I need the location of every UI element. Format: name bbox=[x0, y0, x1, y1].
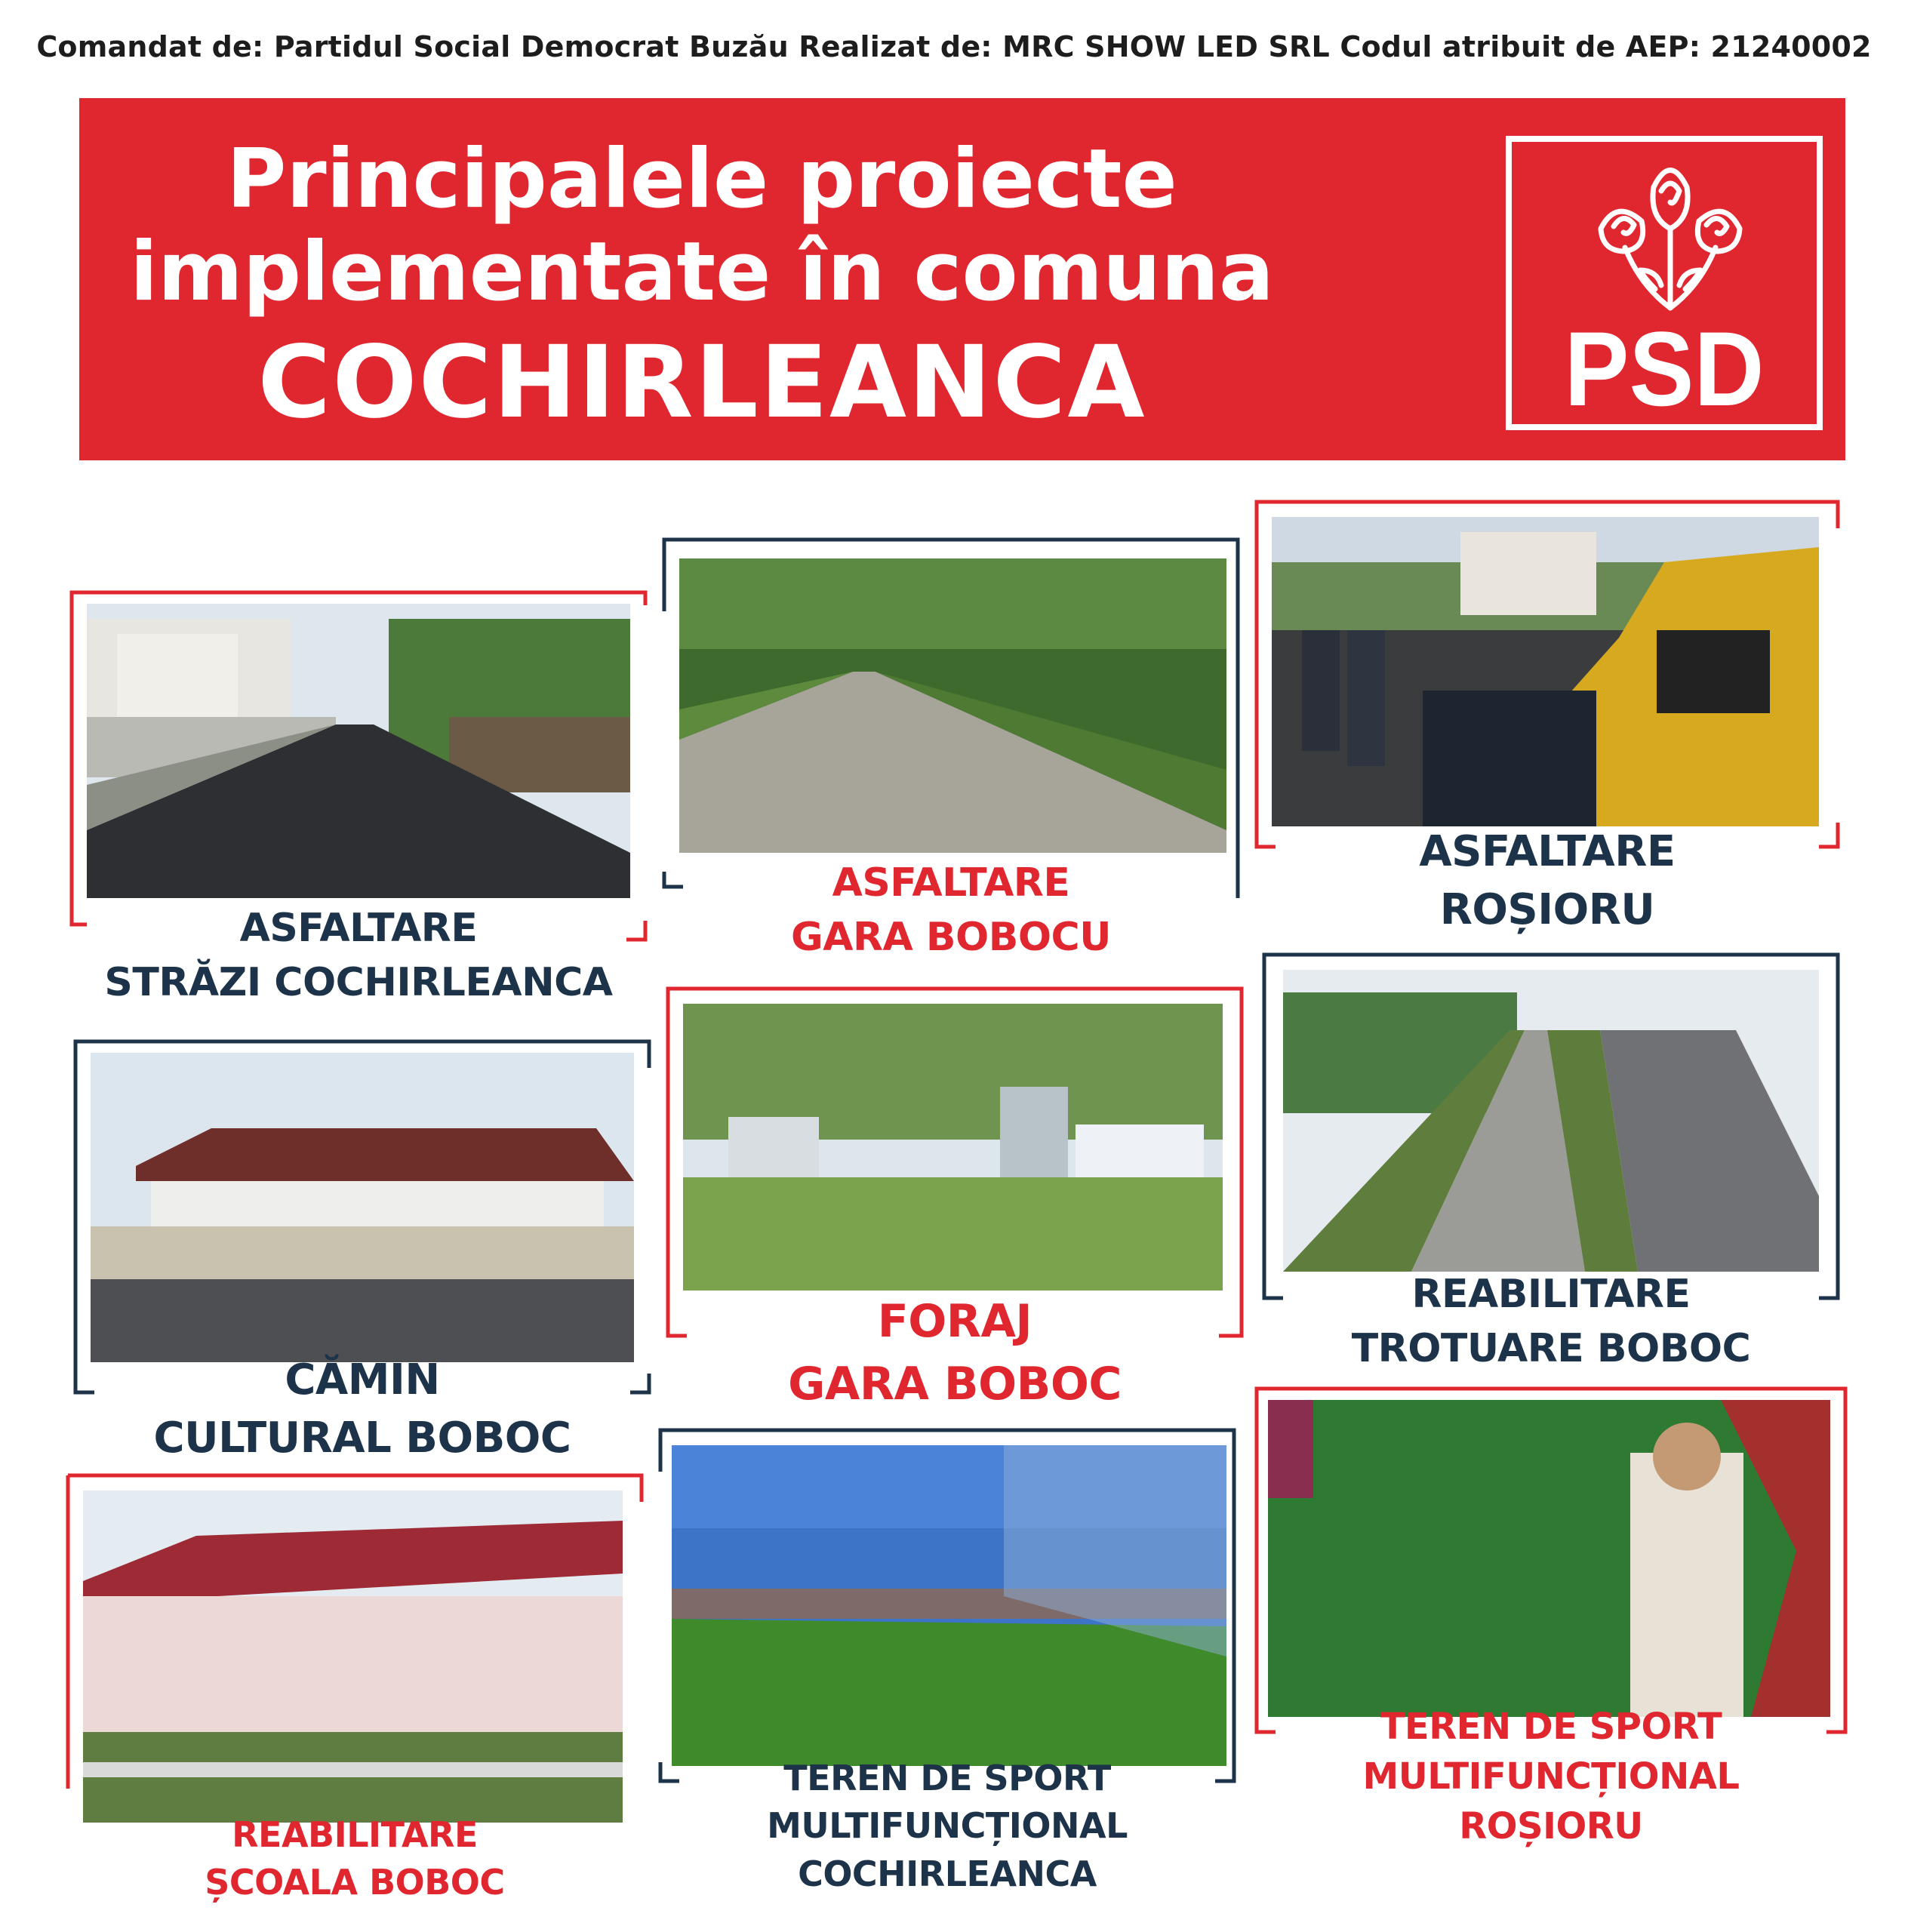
caption-line-3: ROȘIORU bbox=[1459, 1805, 1643, 1848]
photo-sports-field-crowd bbox=[672, 1445, 1226, 1766]
caption-line-1: TEREN DE SPORT bbox=[1380, 1706, 1722, 1748]
photo-asphalt-paver bbox=[1272, 517, 1819, 826]
caption-line-2: CULTURAL BOBOC bbox=[153, 1414, 571, 1463]
project-caption bbox=[660, 857, 1242, 965]
caption-line-2: TROTUARE BOBOC bbox=[1351, 1325, 1751, 1371]
title-line-2: implementate în comuna bbox=[130, 225, 1274, 319]
project-card-asfaltare-gara-bobocu bbox=[660, 536, 1242, 966]
caption-line-2: MULTIFUNCȚIONAL bbox=[767, 1805, 1128, 1847]
project-card-scoala bbox=[64, 1472, 645, 1909]
caption-line-2: GARA BOBOCU bbox=[791, 914, 1111, 960]
caption-line-1: ASFALTARE bbox=[1419, 827, 1676, 876]
project-card-asfaltare-strazi bbox=[68, 589, 649, 1011]
caption-line-2: ȘCOALA BOBOC bbox=[205, 1862, 505, 1903]
caption-line-1: REABILITARE bbox=[232, 1814, 478, 1855]
title-banner bbox=[79, 98, 1845, 460]
caption-line-2: STRĂZI COCHIRLEANCA bbox=[104, 959, 613, 1005]
photo-tree-lined-road bbox=[679, 558, 1226, 853]
project-caption bbox=[657, 1755, 1238, 1898]
project-caption bbox=[72, 1351, 653, 1468]
disclaimer-text: Comandat de: Partidul Social Democrat Buzău Realizat de: MRC SHOW LED SRL Codul atribuit de AEP: 21240002 bbox=[36, 30, 1872, 63]
caption-line-1: TEREN DE SPORT bbox=[783, 1758, 1111, 1798]
psd-logo bbox=[1506, 136, 1823, 430]
caption-line-3: COCHIRLEANCA bbox=[798, 1853, 1097, 1894]
caption-line-1: ASFALTARE bbox=[832, 860, 1070, 906]
project-caption bbox=[68, 902, 649, 1011]
project-caption bbox=[1260, 1268, 1842, 1377]
caption-line-1: ASFALTARE bbox=[239, 906, 478, 951]
photo-cultural-center bbox=[91, 1053, 634, 1362]
title-commune-name: COCHIRLEANCA bbox=[257, 325, 1146, 441]
project-caption bbox=[1253, 823, 1842, 940]
caption-line-2: ROȘIORU bbox=[1439, 885, 1655, 935]
caption-line-1: FORAJ bbox=[877, 1295, 1032, 1348]
psd-logo-text: PSD bbox=[1564, 309, 1765, 428]
project-card-trotuare bbox=[1260, 951, 1842, 1381]
project-card-teren-cochirleanca bbox=[657, 1426, 1238, 1902]
photo-paved-street bbox=[87, 604, 630, 898]
caption-line-2: GARA BOBOC bbox=[788, 1357, 1122, 1411]
project-caption bbox=[664, 1291, 1245, 1416]
caption-line-2: MULTIFUNCȚIONAL bbox=[1362, 1755, 1740, 1798]
caption-line-1: REABILITARE bbox=[1411, 1272, 1691, 1317]
photo-water-well-site bbox=[683, 1004, 1223, 1291]
project-card-camin-cultural bbox=[72, 1038, 653, 1463]
project-card-asfaltare-rosioru bbox=[1253, 498, 1842, 943]
project-card-teren-rosioru bbox=[1253, 1385, 1849, 1853]
project-caption bbox=[64, 1811, 645, 1907]
title-line-1: Principalele proiecte bbox=[226, 132, 1177, 226]
project-caption bbox=[1253, 1702, 1849, 1852]
photo-school-building bbox=[83, 1491, 623, 1823]
photo-sports-field-children bbox=[1268, 1400, 1830, 1717]
caption-line-1: CĂMIN bbox=[285, 1355, 440, 1404]
three-roses-icon bbox=[1572, 157, 1768, 315]
project-card-foraj bbox=[664, 985, 1245, 1415]
photo-new-sidewalk bbox=[1283, 970, 1819, 1272]
